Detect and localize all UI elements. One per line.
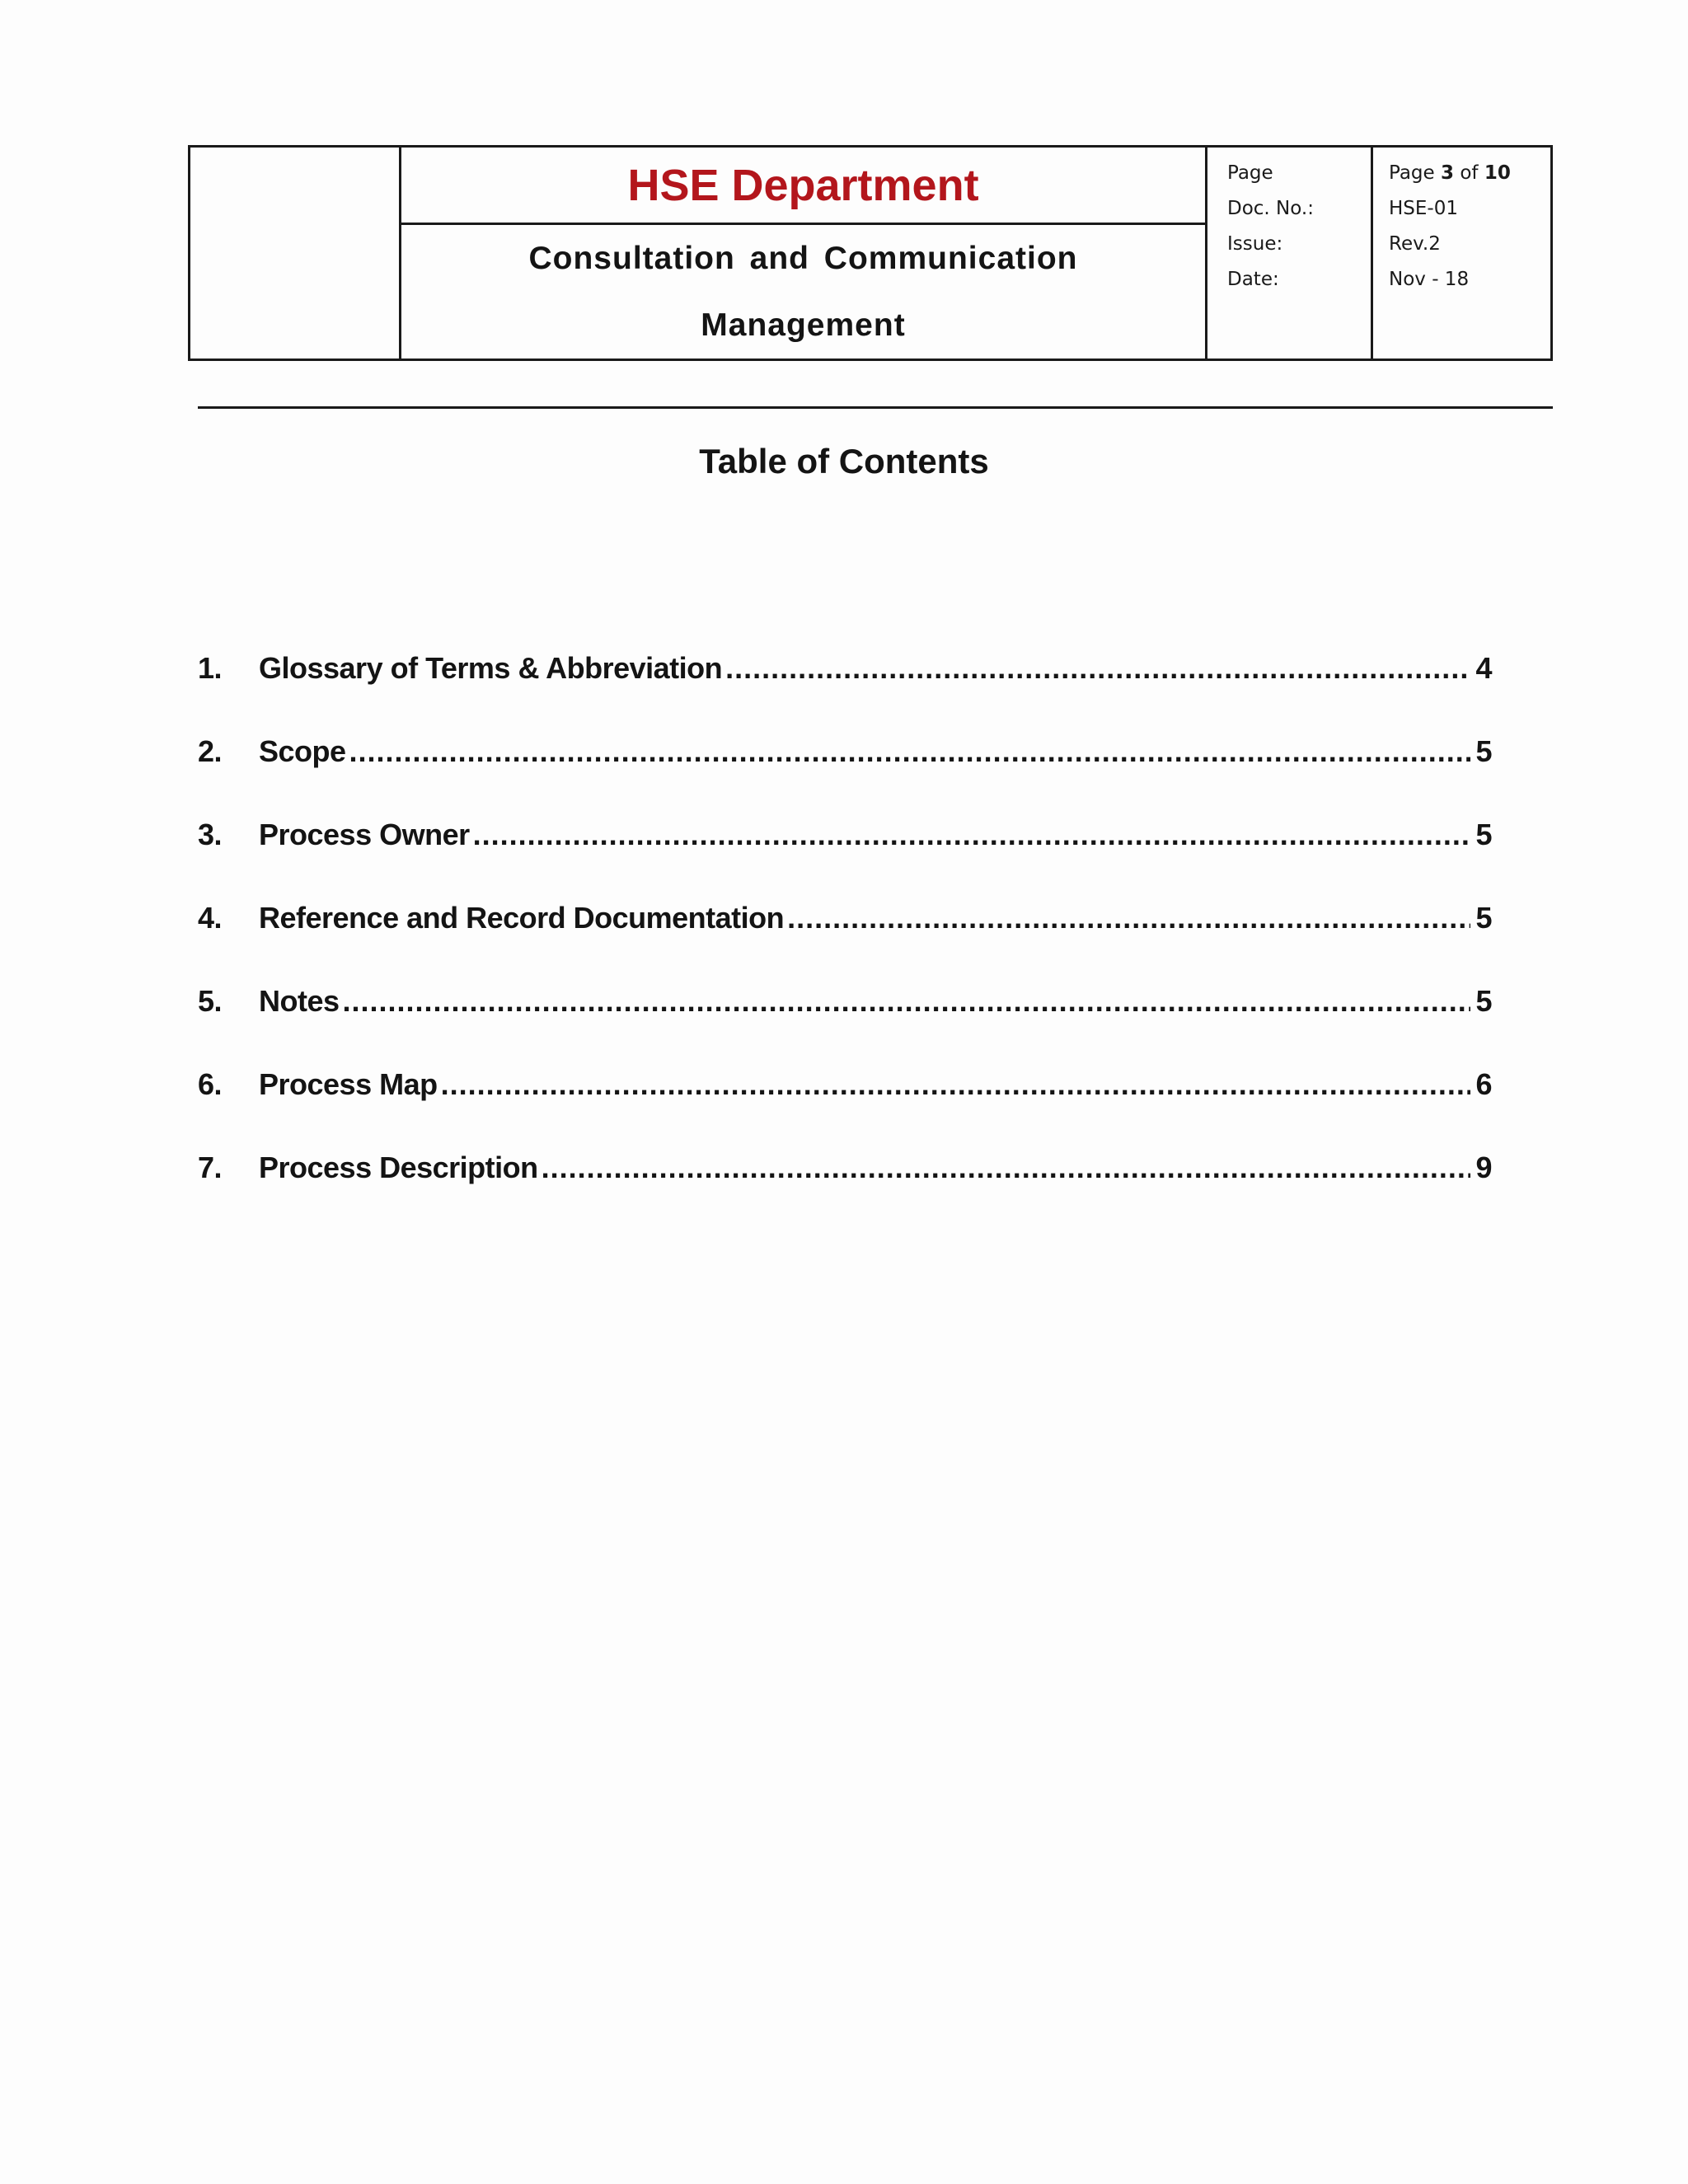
toc-entry-page: 6: [1475, 1067, 1492, 1101]
toc-entry-page: 5: [1475, 984, 1492, 1018]
toc-dot-leader: [441, 1067, 1471, 1102]
issue-value: Rev.2: [1389, 233, 1441, 255]
page-current: 3: [1441, 162, 1455, 184]
toc-dot-leader: [787, 901, 1470, 935]
page-prefix: Page: [1389, 162, 1435, 184]
toc-entry-number: 5.: [198, 984, 223, 1018]
toc-entry-page: 9: [1475, 1151, 1492, 1184]
toc-entry[interactable]: [198, 1067, 1492, 1151]
toc-entry-page: 5: [1475, 818, 1492, 851]
toc-entry-label: Process Owner: [259, 818, 470, 851]
document-header: [188, 145, 1553, 361]
doc-no-value: HSE-01: [1389, 198, 1458, 219]
toc-dot-leader: [349, 734, 1471, 769]
toc-dot-leader: [473, 818, 1471, 852]
page-of: of: [1460, 162, 1479, 184]
toc-dot-leader: [725, 651, 1470, 686]
toc-list: [198, 651, 1492, 1234]
toc-entry[interactable]: [198, 734, 1492, 818]
document-title-row: [401, 225, 1205, 359]
toc-heading: Table of Contents: [699, 442, 989, 480]
toc-entry-number: 7.: [198, 1151, 223, 1184]
toc-dot-leader: [542, 1151, 1471, 1185]
doc-no-label: Doc. No.:: [1227, 198, 1314, 219]
document-title: Consultation and Communication Management: [528, 241, 1078, 343]
meta-labels: [1207, 148, 1373, 359]
toc-entry[interactable]: [198, 651, 1492, 734]
toc-entry-page: 4: [1475, 651, 1492, 685]
logo-cell: [190, 148, 401, 359]
toc-entry[interactable]: [198, 901, 1492, 984]
toc-entry-label: Process Map: [259, 1067, 438, 1101]
date-value: Nov - 18: [1389, 269, 1470, 290]
meta-values: [1373, 148, 1550, 359]
toc-dot-leader: [343, 984, 1471, 1019]
date-label: Date:: [1227, 269, 1279, 290]
toc-entry-label: Process Description: [259, 1151, 538, 1184]
page-label: Page: [1227, 162, 1273, 184]
department-row: [401, 148, 1205, 225]
toc-entry-label: Notes: [259, 984, 340, 1018]
toc-entry-label: Reference and Record Documentation: [259, 901, 785, 935]
title-cell: [401, 148, 1207, 359]
page-total: 10: [1484, 162, 1511, 184]
toc-entry-number: 4.: [198, 901, 223, 935]
toc-entry[interactable]: [198, 818, 1492, 901]
toc-entry-page: 5: [1475, 901, 1492, 935]
toc-entry-number: 3.: [198, 818, 223, 851]
toc-entry-number: 1.: [198, 651, 223, 685]
issue-label: Issue:: [1227, 233, 1283, 255]
toc-entry[interactable]: [198, 984, 1492, 1067]
toc-entry-label: Glossary of Terms & Abbreviation: [259, 651, 723, 685]
header-divider: [198, 406, 1553, 409]
toc-entry-number: 6.: [198, 1067, 223, 1101]
department-name: HSE Department: [627, 160, 979, 210]
toc-entry[interactable]: [198, 1151, 1492, 1234]
page-value: [1389, 156, 1550, 191]
toc-entry-label: Scope: [259, 734, 346, 768]
toc-entry-page: 5: [1475, 734, 1492, 768]
toc-entry-number: 2.: [198, 734, 223, 768]
